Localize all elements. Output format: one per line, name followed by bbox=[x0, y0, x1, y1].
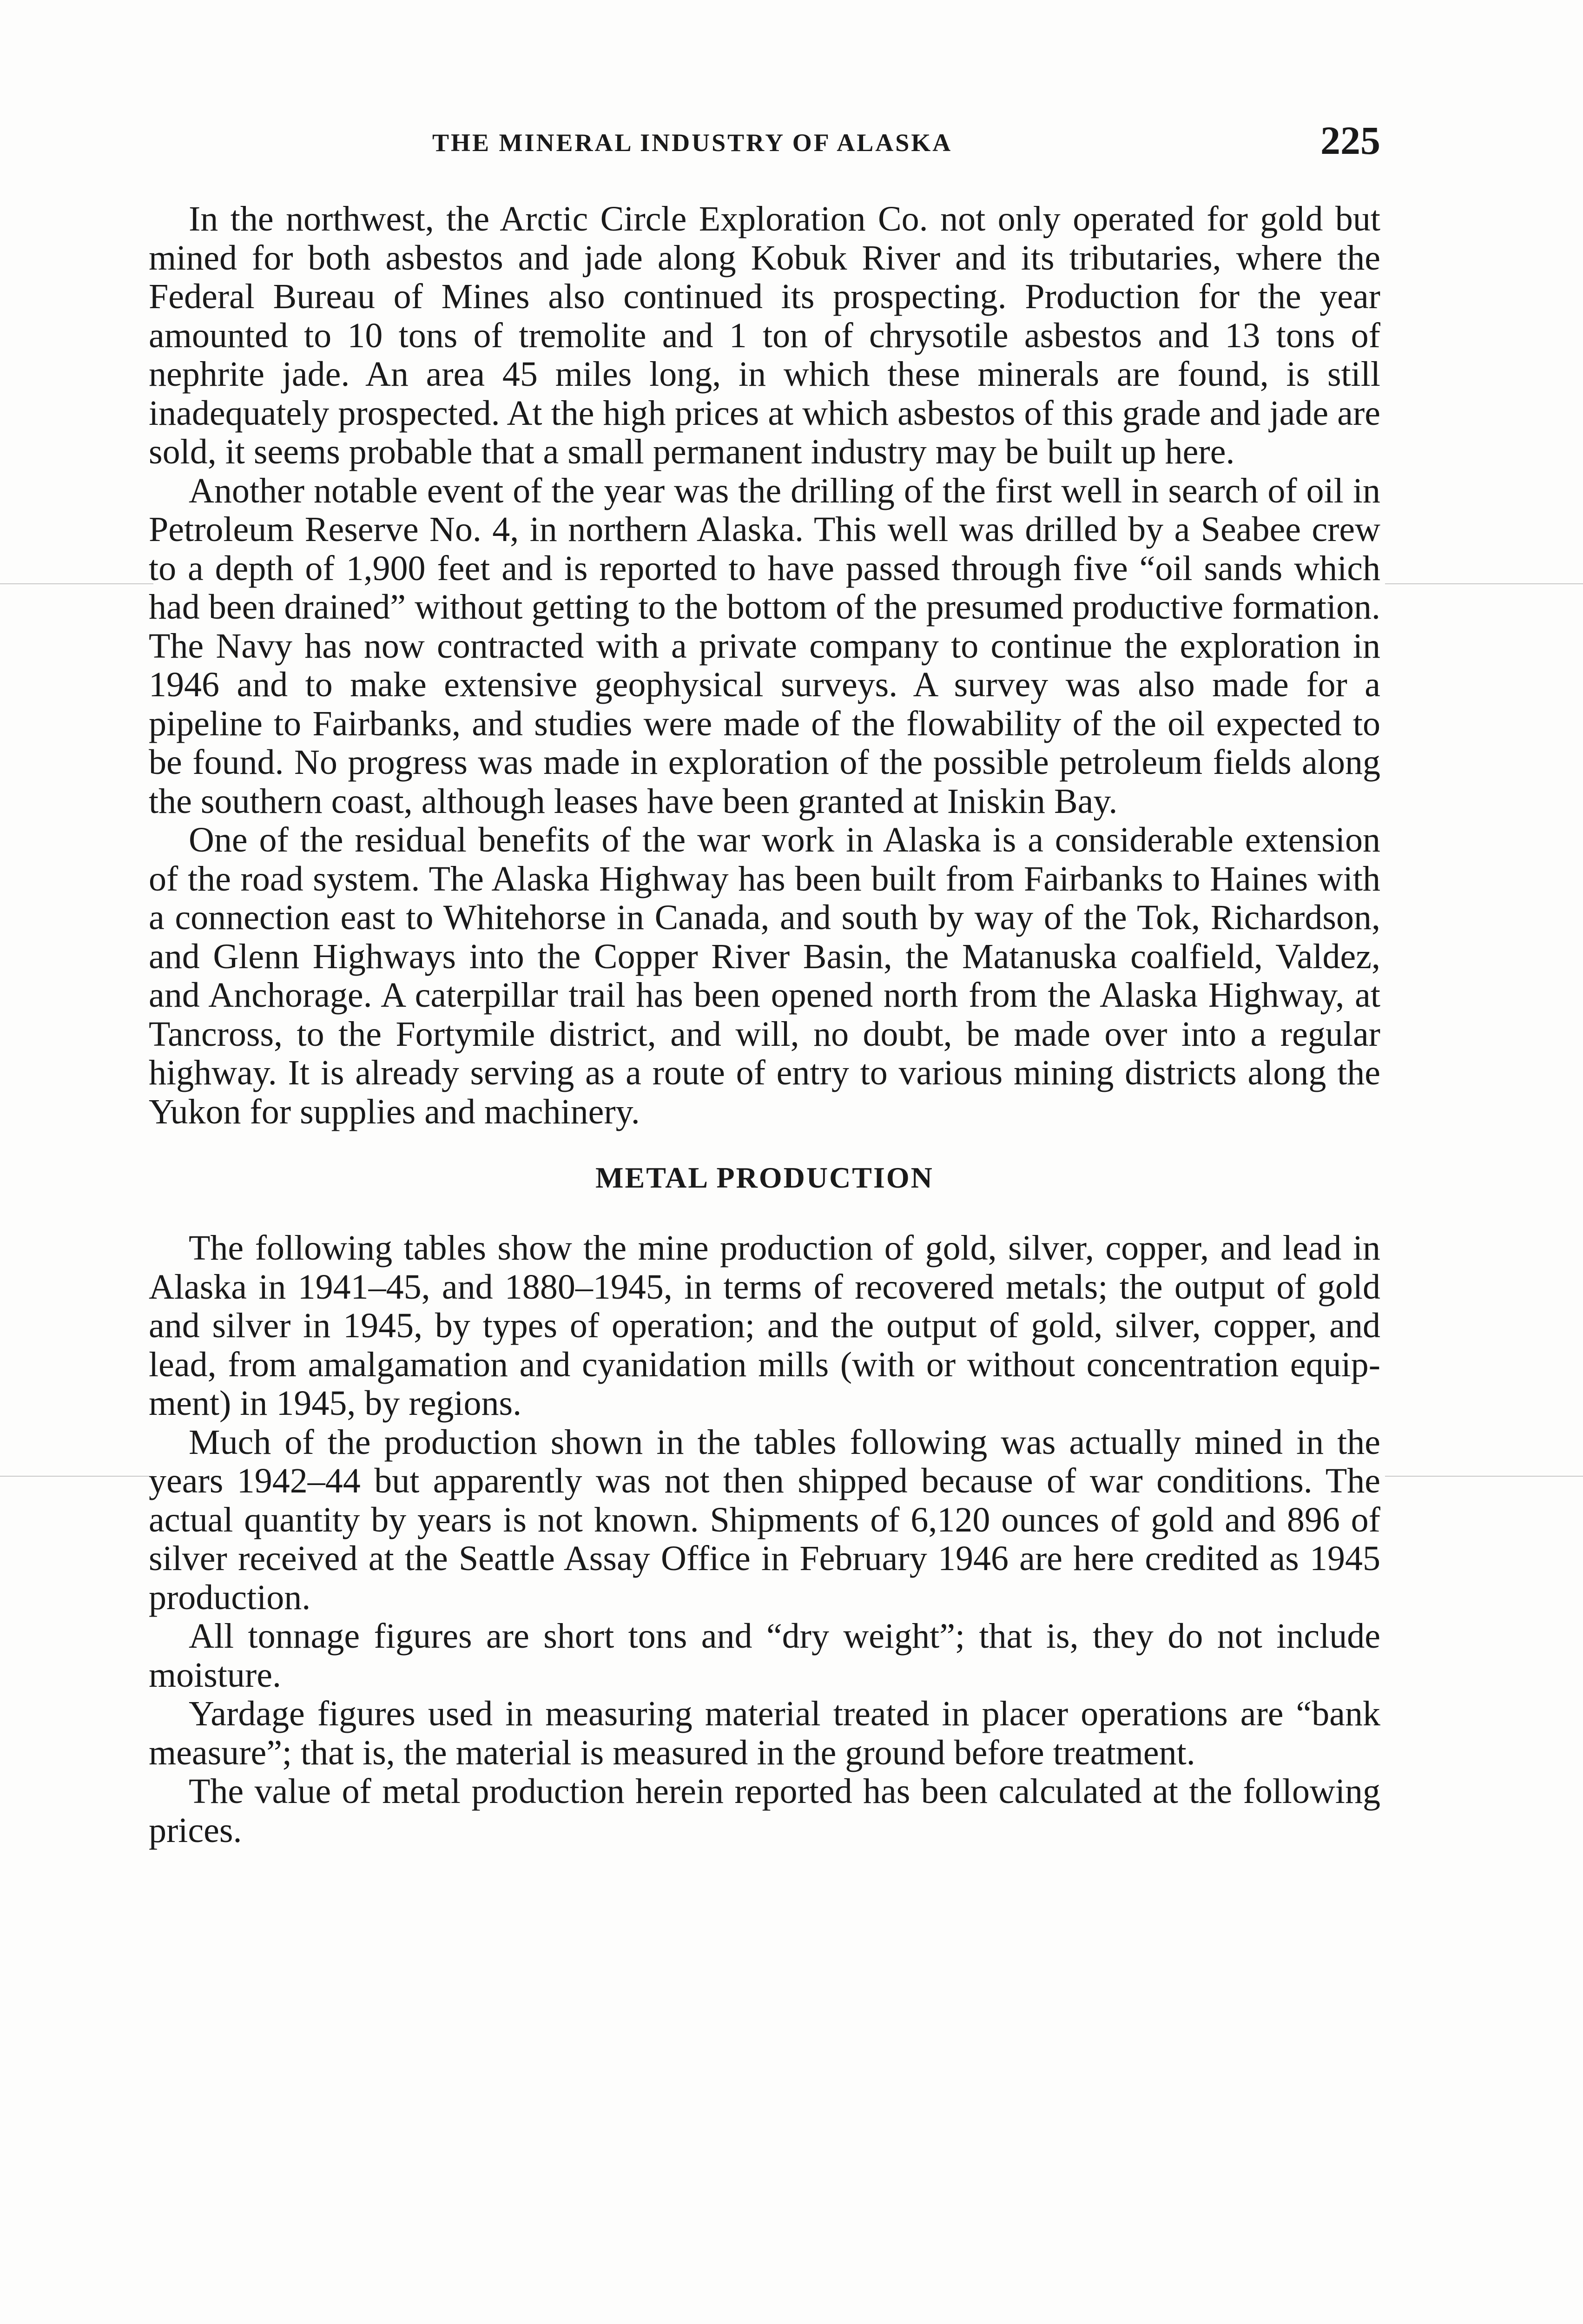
paragraph-metal-prices: The value of metal production herein reported has been calculated at the following prices. bbox=[149, 1772, 1380, 1850]
scan-artifact-line bbox=[1385, 583, 1583, 584]
paragraph-petroleum-reserve: Another notable event of the year was the drilling of the first well in search of oil in Petroleum Reserve No. 4, in northern Alaska. This well was drilled by a Seabee crew to a depth of 1,900 feet and is reported to have passed through five “oil sands which had been drained” without getting to the bottom of the presumed productive formation. The Navy has now contracted with a private company to continue the exploration in 1946 and to make extensive geophysical surveys. A survey was also made for a pipeline to Fairbanks, and studies were made of the flowability of the oil expected to be found. No progress was made in exploration of the possible petroleum fields along the southern coast, although leases have been granted at Iniskin Bay. bbox=[149, 471, 1380, 821]
scan-artifact-line bbox=[0, 1476, 153, 1477]
body-text bbox=[149, 200, 1380, 1850]
paragraph-following-tables: The following tables show the mine production of gold, silver, copper, and lead in Alaska in 1941–45, and 1880–1945, in terms of recovered metals; the output of gold and silver in 1945, by types of operation; and the output of gold, silver, copper, and lead, from amalgamation and cyanidation mills (with or without concentration equipment) in 1945, by regions. bbox=[149, 1228, 1380, 1423]
scan-artifact-line bbox=[0, 583, 153, 584]
running-header bbox=[149, 118, 1380, 173]
scan-artifact-line bbox=[1385, 1476, 1583, 1477]
running-title: THE MINERAL INDUSTRY OF ALASKA bbox=[432, 129, 953, 157]
paragraph-tonnage-figures: All tonnage figures are short tons and “dry weight”; that is, they do not include moisture. bbox=[149, 1617, 1380, 1695]
paragraph-production-1942-44: Much of the production shown in the tables following was actually mined in the years 1942–44 but apparently was not then shipped because of war conditions. The actual quantity by years is not known. Shipments of 6,120 ounces of gold and 896 of silver received at the Seattle Assay Office in February 1946 are here credited as 1945 production. bbox=[149, 1422, 1380, 1617]
page-number: 225 bbox=[1320, 118, 1380, 163]
paragraph-road-system: One of the residual benefits of the war work in Alaska is a considerable extension of the road system. The Alaska Highway has been built from Fairbanks to Haines with a connection east to Whitehorse in Canada, and south by way of the Tok, Richardson, and Glenn Highways into the Copper River Basin, the Matanuska coalfield, Valdez, and Anchorage. A caterpillar trail has been opened north from the Alaska Highway, at Tancross, to the Fortymile district, and will, no doubt, be made over into a regular highway. It is already serving as a route of entry to various mining districts along the Yukon for supplies and machinery. bbox=[149, 820, 1380, 1131]
paragraph-yardage-figures: Yardage figures used in measuring material treated in placer operations are “bank measure”; that is, the material is measured in the ground before treatment. bbox=[149, 1694, 1380, 1772]
section-heading: METAL PRODUCTION bbox=[595, 1161, 934, 1194]
paragraph-arctic-circle-exploration: In the northwest, the Arctic Circle Exploration Co. not only operated for gold but mined for both asbestos and jade along Kobuk River and its tributaries, where the Federal Bureau of Mines also continued its prospecting. Production for the year amounted to 10 tons of tremolite and 1 ton of chrysotile asbestos and 13 tons of nephrite jade. An area 45 miles long, in which these minerals are found, is still inadequately prospected. At the high prices at which asbestos of this grade and jade are sold, it seems probable that a small permanent industry may be built up here. bbox=[149, 199, 1380, 471]
